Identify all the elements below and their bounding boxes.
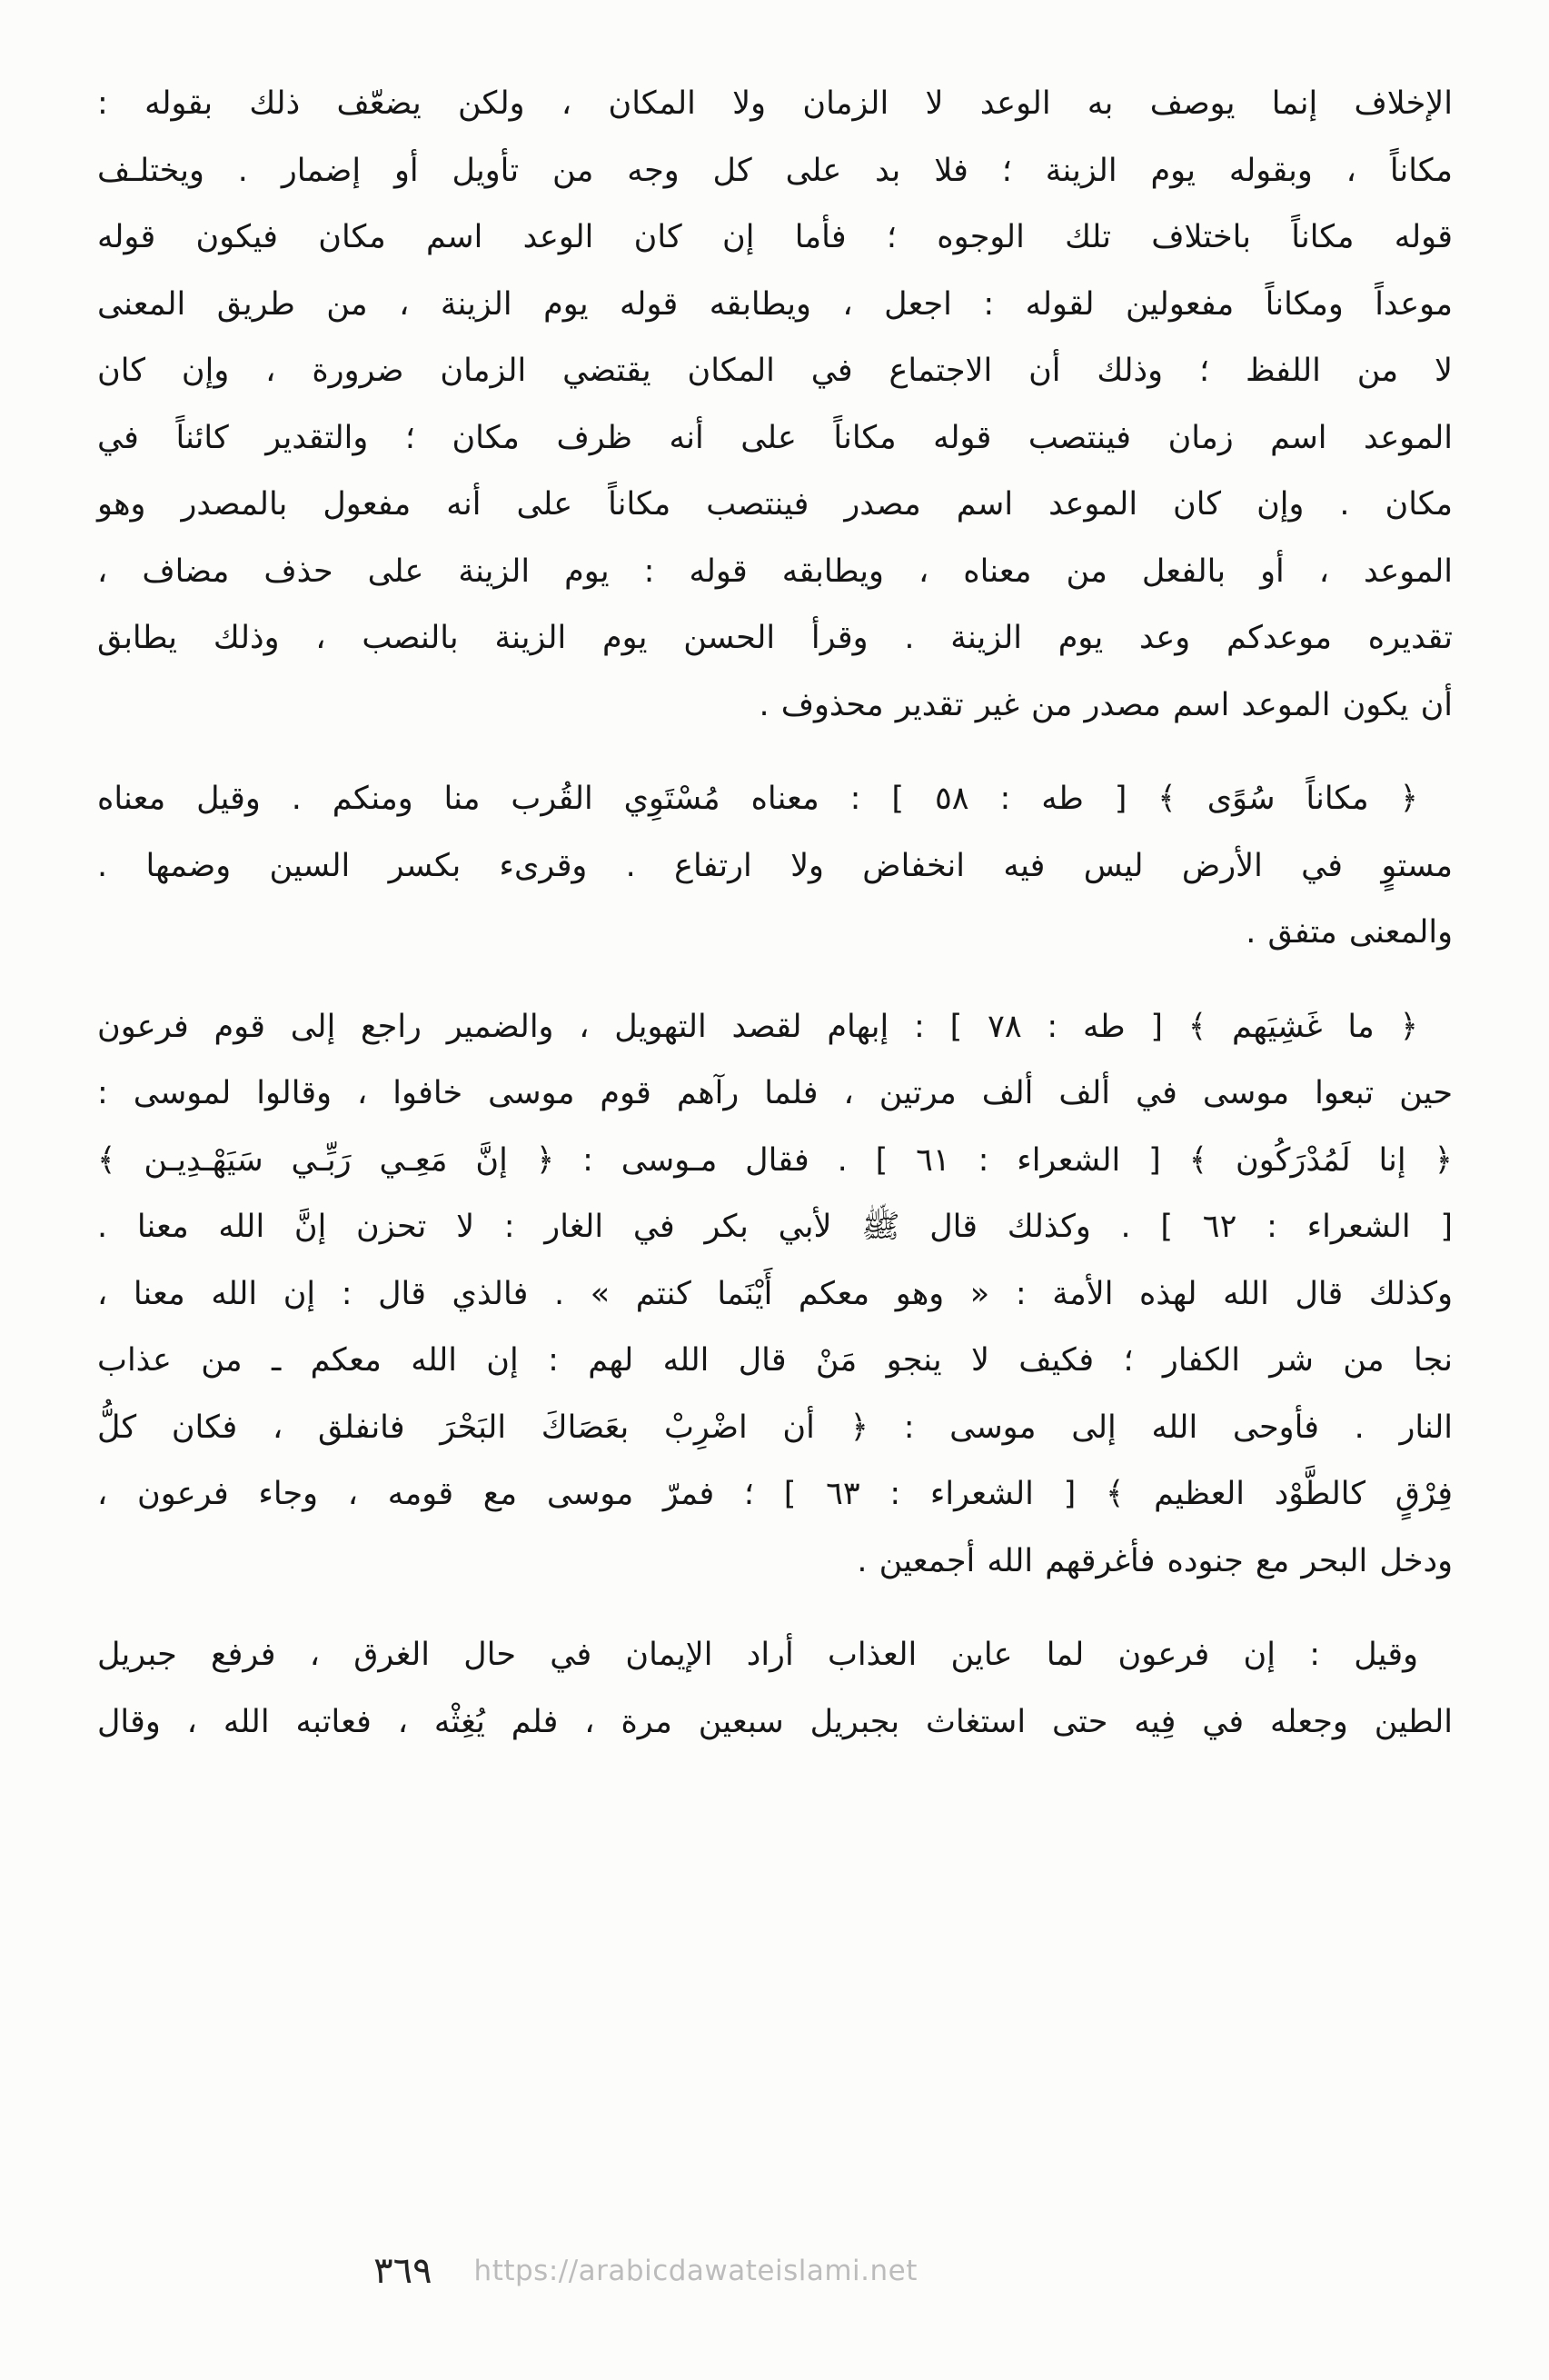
body-text: [97, 71, 1453, 1756]
text-line: ﴿ مكاناً سُوًى ﴾ [ طه : ٥٨ ] : معناه مُسْتَوِي القُرب منا ومنكم . وقيل معناه: [97, 781, 1418, 817]
text-line: الطين وجعله في فِيه حتى استغاث بجبريل سبعين مرة ، فلم يُغِثْه ، فعاتبه الله ، وقال: [97, 1703, 1453, 1740]
text-line: أن يكون الموعد اسم مصدر من غير تقدير محذوف .: [759, 686, 1453, 723]
text-line: مكاناً ، وبقوله يوم الزينة ؛ فلا بد على كل وجه من تأويل أو إضمار . ويختلـف: [97, 152, 1453, 189]
text-line: لا من اللفظ ؛ وذلك أن الاجتماع في المكان يقتضي الزمان ضرورة ، وإن كان: [97, 353, 1453, 389]
paragraph: [97, 766, 1453, 967]
text-line: مكان . وإن كان الموعد اسم مصدر فينتصب مكاناً على أنه مفعول بالمصدر وهو: [97, 486, 1453, 523]
text-line: وكذلك قال الله لهذه الأمة : « وهو معكم أَيْنَما كنتم » . فالذي قال : إن الله معنا ،: [97, 1275, 1453, 1312]
text-line: وقيل : إن فرعون لما عاين العذاب أراد الإيمان في حال الغرق ، فرفع جبريل: [97, 1637, 1418, 1673]
text-line: ودخل البحر مع جنوده فأغرقهم الله أجمعين .: [857, 1542, 1453, 1579]
text-line: الإخلاف إنما يوصف به الوعد لا الزمان ولا المكان ، ولكن يضعّف ذلك بقوله :: [97, 85, 1453, 122]
text-line: حين تبعوا موسى في ألف ألف مرتين ، فلما رآهم قوم موسى خافوا ، وقالوا لموسى :: [97, 1075, 1453, 1111]
text-line: النار . فأوحى الله إلى موسى : ﴿ أن اضْرِبْ بعَصَاكَ البَحْرَ فانفلق ، فكان كلُّ: [97, 1409, 1453, 1446]
text-line: والمعنى متفق .: [1246, 914, 1453, 951]
text-line: ﴿ ما غَشِيَهم ﴾ [ طه : ٧٨ ] : إبهام لقصد التهويل ، والضمير راجع إلى قوم فرعون: [97, 1008, 1419, 1045]
paragraph: [97, 1622, 1453, 1756]
watermark-url: https://arabicdawateislami.net: [473, 2255, 918, 2287]
text-line: موعداً ومكاناً مفعولين لقوله : اجعل ، ويطابقه قوله يوم الزينة ، من طريق المعنى: [97, 285, 1453, 323]
text-line: ﴿ إنا لَمُدْرَكُون ﴾ [ الشعراء : ٦١ ] . فقال مـوسى : ﴿ إنَّ مَعِـي رَبِّـي سَيَهْـدِيـن ﴾: [97, 1141, 1454, 1179]
paragraph: [97, 71, 1453, 739]
text-line: تقديره موعدكم وعد يوم الزينة . وقرأ الحسن يوم الزينة بالنصب ، وذلك يطابق: [97, 620, 1453, 656]
page-number: ٣٦٩: [373, 2250, 432, 2292]
text-line: الموعد ، أو بالفعل من معناه ، ويطابقه قوله : يوم الزينة على حذف مضاف ،: [97, 553, 1453, 590]
text-line: قوله مكاناً باختلاف تلك الوجوه ؛ فأما إن كان الوعد اسم مكان فيكون قوله: [97, 219, 1453, 255]
paragraph: [97, 994, 1453, 1596]
page-footer: [0, 2250, 1420, 2292]
text-line: [ الشعراء : ٦٢ ] . وكذلك قال ﷺ لأبي بكر في الغار : لا تحزن إنَّ الله معنا .: [97, 1209, 1453, 1245]
text-line: نجا من شر الكفار ؛ فكيف لا ينجو مَنْ قال الله لهم : إن الله معكم ـ من عذاب: [97, 1342, 1453, 1379]
text-line: فِرْقٍ كالطَّوْد العظيم ﴾ [ الشعراء : ٦٣ ] ؛ فمرّ موسى مع قومه ، وجاء فرعون ،: [97, 1476, 1453, 1512]
text-line: مستوٍ في الأرض ليس فيه انخفاض ولا ارتفاع . وقرىء بكسر السين وضمها .: [97, 847, 1453, 884]
text-line: الموعد اسم زمان فينتصب قوله مكاناً على أنه ظرف مكان ؛ والتقدير كائناً في: [97, 419, 1453, 456]
